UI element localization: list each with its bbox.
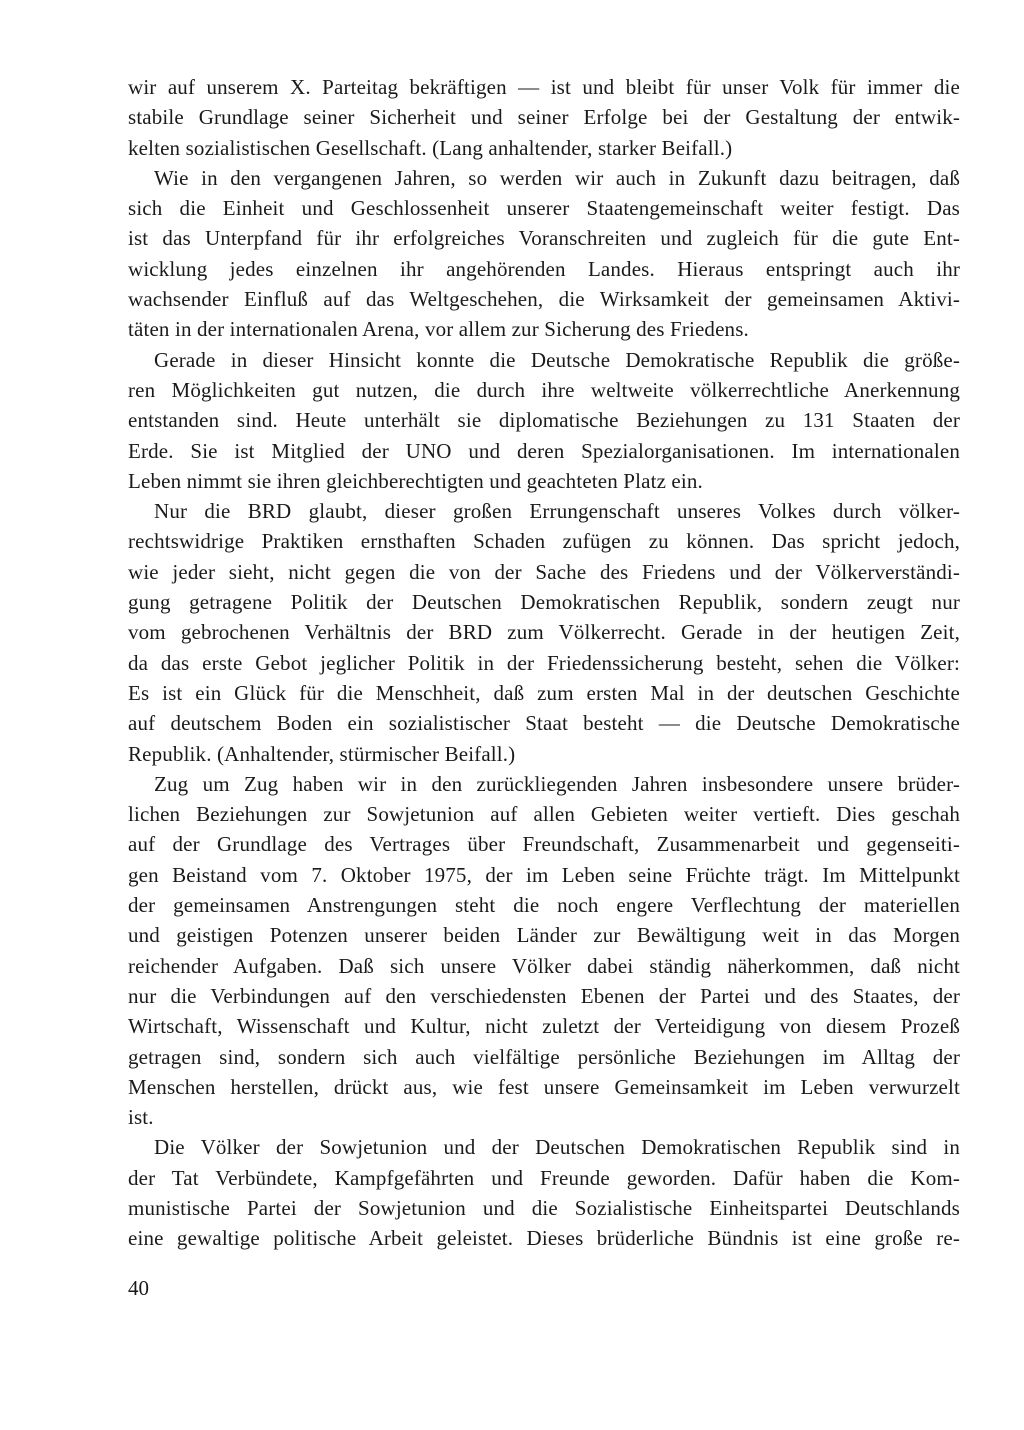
paragraph xyxy=(128,1132,960,1253)
text-line: ren Möglichkeiten gut nutzen, die durch ihre weltweite völkerrechtliche Anerkennung xyxy=(128,377,960,402)
text-line: kelten sozialistischen Gesellschaft. (Lang anhaltender, starker Beifall.) xyxy=(128,135,733,160)
text-line: auf der Grundlage des Vertrages über Freundschaft, Zusammenarbeit und gegenseiti- xyxy=(128,832,960,857)
text-line: eine gewaltige politische Arbeit geleistet. Dieses brüderliche Bündnis ist eine große re- xyxy=(128,1226,960,1251)
text-line: stabile Grundlage seiner Sicherheit und seiner Erfolge bei der Gestaltung der entwik- xyxy=(128,105,960,130)
text-line: Es ist ein Glück für die Menschheit, daß zum ersten Mal in der deutschen Geschichte xyxy=(128,680,960,705)
text-line: Nur die BRD glaubt, dieser großen Errungenschaft unseres Volkes durch völker- xyxy=(154,499,960,524)
paragraph xyxy=(128,163,960,345)
text-line: lichen Beziehungen zur Sowjetunion auf allen Gebieten weiter vertieft. Dies geschah xyxy=(128,802,960,827)
text-line: vom gebrochenen Verhältnis der BRD zum Völkerrecht. Gerade in der heutigen Zeit, xyxy=(128,620,960,645)
body-text xyxy=(128,72,960,1254)
text-line: gen Beistand vom 7. Oktober 1975, der im Leben seine Früchte trägt. Im Mittelpunkt xyxy=(128,862,960,887)
text-line: auf deutschem Boden ein sozialistischer Staat besteht — die Deutsche Demokratische xyxy=(128,711,960,736)
text-line: munistische Partei der Sowjetunion und die Sozialistische Einheitspartei Deutschlands xyxy=(128,1195,960,1220)
text-line: wachsender Einfluß auf das Weltgeschehen, die Wirksamkeit der gemeinsamen Aktivi- xyxy=(128,287,960,312)
text-line: ist das Unterpfand für ihr erfolgreiches Voranschreiten und zugleich für die gute Ent- xyxy=(128,226,960,251)
page-number: 40 xyxy=(128,1276,149,1300)
text-line: Republik. (Anhaltender, stürmischer Beifall.) xyxy=(128,741,516,766)
paragraph xyxy=(128,72,960,163)
text-line: der gemeinsamen Anstrengungen steht die noch engere Verflechtung der materiellen xyxy=(128,893,960,918)
text-line: Die Völker der Sowjetunion und der Deutschen Demokratischen Republik sind in xyxy=(154,1135,960,1160)
text-line: sich die Einheit und Geschlossenheit unserer Staatengemeinschaft weiter festigt. Das xyxy=(128,196,960,221)
text-line: reichender Aufgaben. Daß sich unsere Völker dabei ständig näherkommen, daß nicht xyxy=(128,953,960,978)
text-line: nur die Verbindungen auf den verschiedensten Ebenen der Partei und des Staates, der xyxy=(128,983,960,1008)
text-line: und geistigen Potenzen unserer beiden Länder zur Bewältigung weit in das Morgen xyxy=(128,923,960,948)
paragraph xyxy=(128,496,960,769)
text-line: rechtswidrige Praktiken ernsthaften Schaden zufügen zu können. Das spricht jedoch, xyxy=(128,529,960,554)
text-line: gung getragene Politik der Deutschen Demokratischen Republik, sondern zeugt nur xyxy=(128,590,960,615)
text-line: wicklung jedes einzelnen ihr angehörenden Landes. Hieraus entspringt auch ihr xyxy=(128,256,960,281)
text-line: wir auf unserem X. Parteitag bekräftigen — ist und bleibt für unser Volk für immer die xyxy=(128,75,960,99)
text-line: wie jeder sieht, nicht gegen die von der Sache des Friedens und der Völkerverständi- xyxy=(128,559,960,584)
text-line: täten in der internationalen Arena, vor allem zur Sicherung des Friedens. xyxy=(128,317,749,342)
text-line: Menschen herstellen, drückt aus, wie fest unsere Gemeinsamkeit im Leben verwurzelt xyxy=(128,1074,960,1099)
text-line: Gerade in dieser Hinsicht konnte die Deutsche Demokratische Republik die größe- xyxy=(154,347,960,372)
text-line: Zug um Zug haben wir in den zurückliegenden Jahren insbesondere unsere brüder- xyxy=(154,771,960,796)
paragraph xyxy=(128,769,960,1133)
text-line: Leben nimmt sie ihren gleichberechtigten und geachteten Platz ein. xyxy=(128,468,703,493)
text-line: Wie in den vergangenen Jahren, so werden wir auch in Zukunft dazu beitragen, daß xyxy=(154,165,960,190)
text-line: da das erste Gebot jeglicher Politik in der Friedenssicherung besteht, sehen die Völker: xyxy=(128,650,960,675)
text-line: Wirtschaft, Wissenschaft und Kultur, nicht zuletzt der Verteidigung von diesem Prozeß xyxy=(128,1014,960,1039)
paragraph xyxy=(128,345,960,496)
text-line: Erde. Sie ist Mitglied der UNO und deren Spezialorganisationen. Im internationalen xyxy=(128,438,960,463)
text-line: ist. xyxy=(128,1105,154,1130)
text-line: entstanden sind. Heute unterhält sie diplomatische Beziehungen zu 131 Staaten der xyxy=(128,408,960,433)
text-line: getragen sind, sondern sich auch vielfältige persönliche Beziehungen im Alltag der xyxy=(128,1044,960,1069)
text-line: der Tat Verbündete, Kampfgefährten und Freunde geworden. Dafür haben die Kom- xyxy=(128,1165,960,1190)
